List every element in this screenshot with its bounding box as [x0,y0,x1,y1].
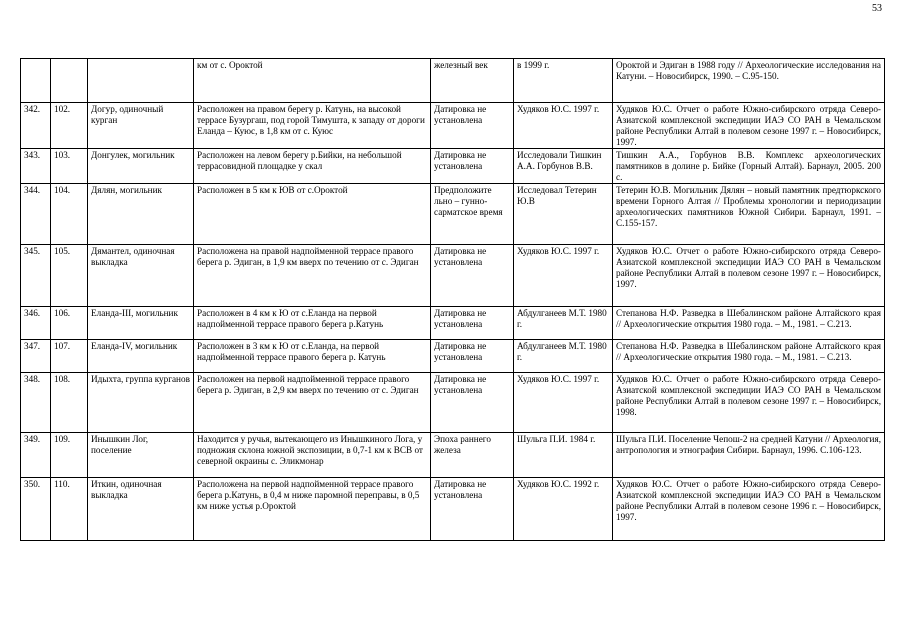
literature-cell: Степанова Н.Ф. Разведка в Шебалинском районе Алтайского края // Археологические открытия 1980 года. – М., 1981. – С.213. [613,340,885,373]
page-number: 53 [872,3,882,14]
researcher-cell: Худяков Ю.С. 1992 г. [514,478,613,541]
local-number-cell: 102. [51,103,88,149]
researcher-cell: Исследовали Тишкин А.А. Горбунов В.В. [514,149,613,184]
table-row [21,184,885,245]
dating-cell: Датировка не установлена [431,103,514,149]
site-name-cell: Дялян, могильник [88,184,194,245]
table-row [21,149,885,184]
row-number-cell: 343. [21,149,51,184]
site-name-cell: Иткин, одиночная выкладка [88,478,194,541]
dating-cell: Датировка не установлена [431,340,514,373]
site-name-cell: Донгулек, могильник [88,149,194,184]
site-name-cell: Идыхта, группа курганов [88,373,194,433]
location-description-cell: Расположена на правой надпойменной террасе правого берега р. Эдиган, в 1,9 км вверх по течению от с. Эдиган [194,245,431,307]
row-number-cell: 346. [21,307,51,340]
researcher-cell: Худяков Ю.С. 1997 г. [514,373,613,433]
row-number-cell: 345. [21,245,51,307]
row-number-cell: 347. [21,340,51,373]
local-number-cell: 104. [51,184,88,245]
dating-cell: Датировка не установлена [431,478,514,541]
literature-cell: Ороктой и Эдиган в 1988 году // Археологические исследования на Катуни. – Новосибирск, 1990. – С.95-150. [613,59,885,103]
table-row [21,340,885,373]
sites-registry-table [20,58,885,541]
location-description-cell: Расположен в 4 км к Ю от с.Еланда на первой надпойменной террасе правого берега р.Катунь [194,307,431,340]
literature-cell: Степанова Н.Ф. Разведка в Шебалинском районе Алтайского края // Археологические открытия 1980 года. – М., 1981. – С.213. [613,307,885,340]
dating-cell: Датировка не установлена [431,149,514,184]
row-number-cell: 350. [21,478,51,541]
dating-cell: Предположите льно – гунно-сарматское время [431,184,514,245]
location-description-cell: Расположена на первой надпойменной террасе правого берега р.Катунь, в 0,4 м ниже паромной переправы, в 0,5 км ниже устья р.Ороктой [194,478,431,541]
location-description-cell: км от с. Ороктой [194,59,431,103]
table-row [21,245,885,307]
researcher-cell: Худяков Ю.С. 1997 г. [514,103,613,149]
researcher-cell: Шульга П.И. 1984 г. [514,433,613,478]
researcher-cell: Худяков Ю.С. 1997 г. [514,245,613,307]
site-name-cell: Инышкин Лог, поселение [88,433,194,478]
location-description-cell: Расположен на левом берегу р.Бийки, на небольшой террасовидной площадке у скал [194,149,431,184]
dating-cell: Эпоха раннего железа [431,433,514,478]
table-row [21,373,885,433]
literature-cell: Тетерин Ю.В. Могильник Дялян – новый памятник предтюркского времени Горного Алтая // Проблемы хронологии и периодизации археологических памятников Южной Сибири. Барнаул, 1991. –С.155-157. [613,184,885,245]
location-description-cell: Расположен на правом берегу р. Катунь, на высокой террасе Бузургаш, под горой Тимушта, к западу от дороги Еланда – Куюс, в 1,8 км от с. Куюс [194,103,431,149]
row-number-cell [21,59,51,103]
table-row [21,478,885,541]
row-number-cell: 349. [21,433,51,478]
site-name-cell: Догур, одиночный курган [88,103,194,149]
literature-cell: Худяков Ю.С. Отчет о работе Южно-сибирского отряда Северо-Азиатской комплексной экспедиции ИАЭ СО РАН в Чемальском районе Республики Алтай в полевом сезоне 1997 г. – Новосибирск, 1998. [613,373,885,433]
location-description-cell: Расположен на первой надпойменной террасе правого берега р. Эдиган, в 2,9 км вверх по течению от с. Эдиган [194,373,431,433]
location-description-cell: Расположен в 3 км к Ю от с.Еланда, на первой надпойменной террасе правого берега р. Катунь [194,340,431,373]
local-number-cell: 108. [51,373,88,433]
literature-cell: Тишкин А.А., Горбунов В.В. Комплекс археологических памятников в долине р. Бийке (Горный Алтай). Барнаул, 2005. 200 с. [613,149,885,184]
table-row [21,307,885,340]
literature-cell: Худяков Ю.С. Отчет о работе Южно-сибирского отряда Северо-Азиатской комплексной экспедиции ИАЭ СО РАН в Чемальском районе Республики Алтай в полевом сезоне 1997 г. – Новосибирск, 1997. [613,245,885,307]
dating-cell: Датировка не установлена [431,307,514,340]
local-number-cell: 110. [51,478,88,541]
location-description-cell: Находится у ручья, вытекающего из Инышкиного Лога, у подножия склона южной экспозиции, в 0,7-1 км к ВСВ от северной окраины с. Эликмонар [194,433,431,478]
row-number-cell: 344. [21,184,51,245]
literature-cell: Худяков Ю.С. Отчет о работе Южно-сибирского отряда Северо-Азиатской комплексной экспедиции ИАЭ СО РАН в Чемальском районе Республики Алтай в полевом сезоне 1997 г. – Новосибирск, 1997. [613,103,885,149]
table-body [21,59,885,541]
researcher-cell: в 1999 г. [514,59,613,103]
local-number-cell: 107. [51,340,88,373]
local-number-cell: 103. [51,149,88,184]
table-row [21,433,885,478]
local-number-cell [51,59,88,103]
researcher-cell: Абдулганеев М.Т. 1980 г. [514,340,613,373]
site-name-cell [88,59,194,103]
researcher-cell: Абдулганеев М.Т. 1980 г. [514,307,613,340]
site-name-cell: Дямантел, одиночная выкладка [88,245,194,307]
dating-cell: железный век [431,59,514,103]
dating-cell: Датировка не установлена [431,245,514,307]
row-number-cell: 342. [21,103,51,149]
location-description-cell: Расположен в 5 км к ЮВ от с.Ороктой [194,184,431,245]
local-number-cell: 109. [51,433,88,478]
table-row [21,59,885,103]
local-number-cell: 106. [51,307,88,340]
literature-cell: Худяков Ю.С. Отчет о работе Южно-сибирского отряда Северо-Азиатской комплексной экспедиции ИАЭ СО РАН в Чемальском районе Республики Алтай в полевом сезоне 1996 г. – Новосибирск, 1997. [613,478,885,541]
row-number-cell: 348. [21,373,51,433]
literature-cell: Шульга П.И. Поселение Чепош-2 на средней Катуни // Археология, антропология и этнография Сибири. Барнаул, 1996. С.106-123. [613,433,885,478]
site-name-cell: Еланда-IV, могильник [88,340,194,373]
dating-cell: Датировка не установлена [431,373,514,433]
researcher-cell: Исследовал Тетерин Ю.В [514,184,613,245]
site-name-cell: Еланда-III, могильник [88,307,194,340]
table-row [21,103,885,149]
local-number-cell: 105. [51,245,88,307]
